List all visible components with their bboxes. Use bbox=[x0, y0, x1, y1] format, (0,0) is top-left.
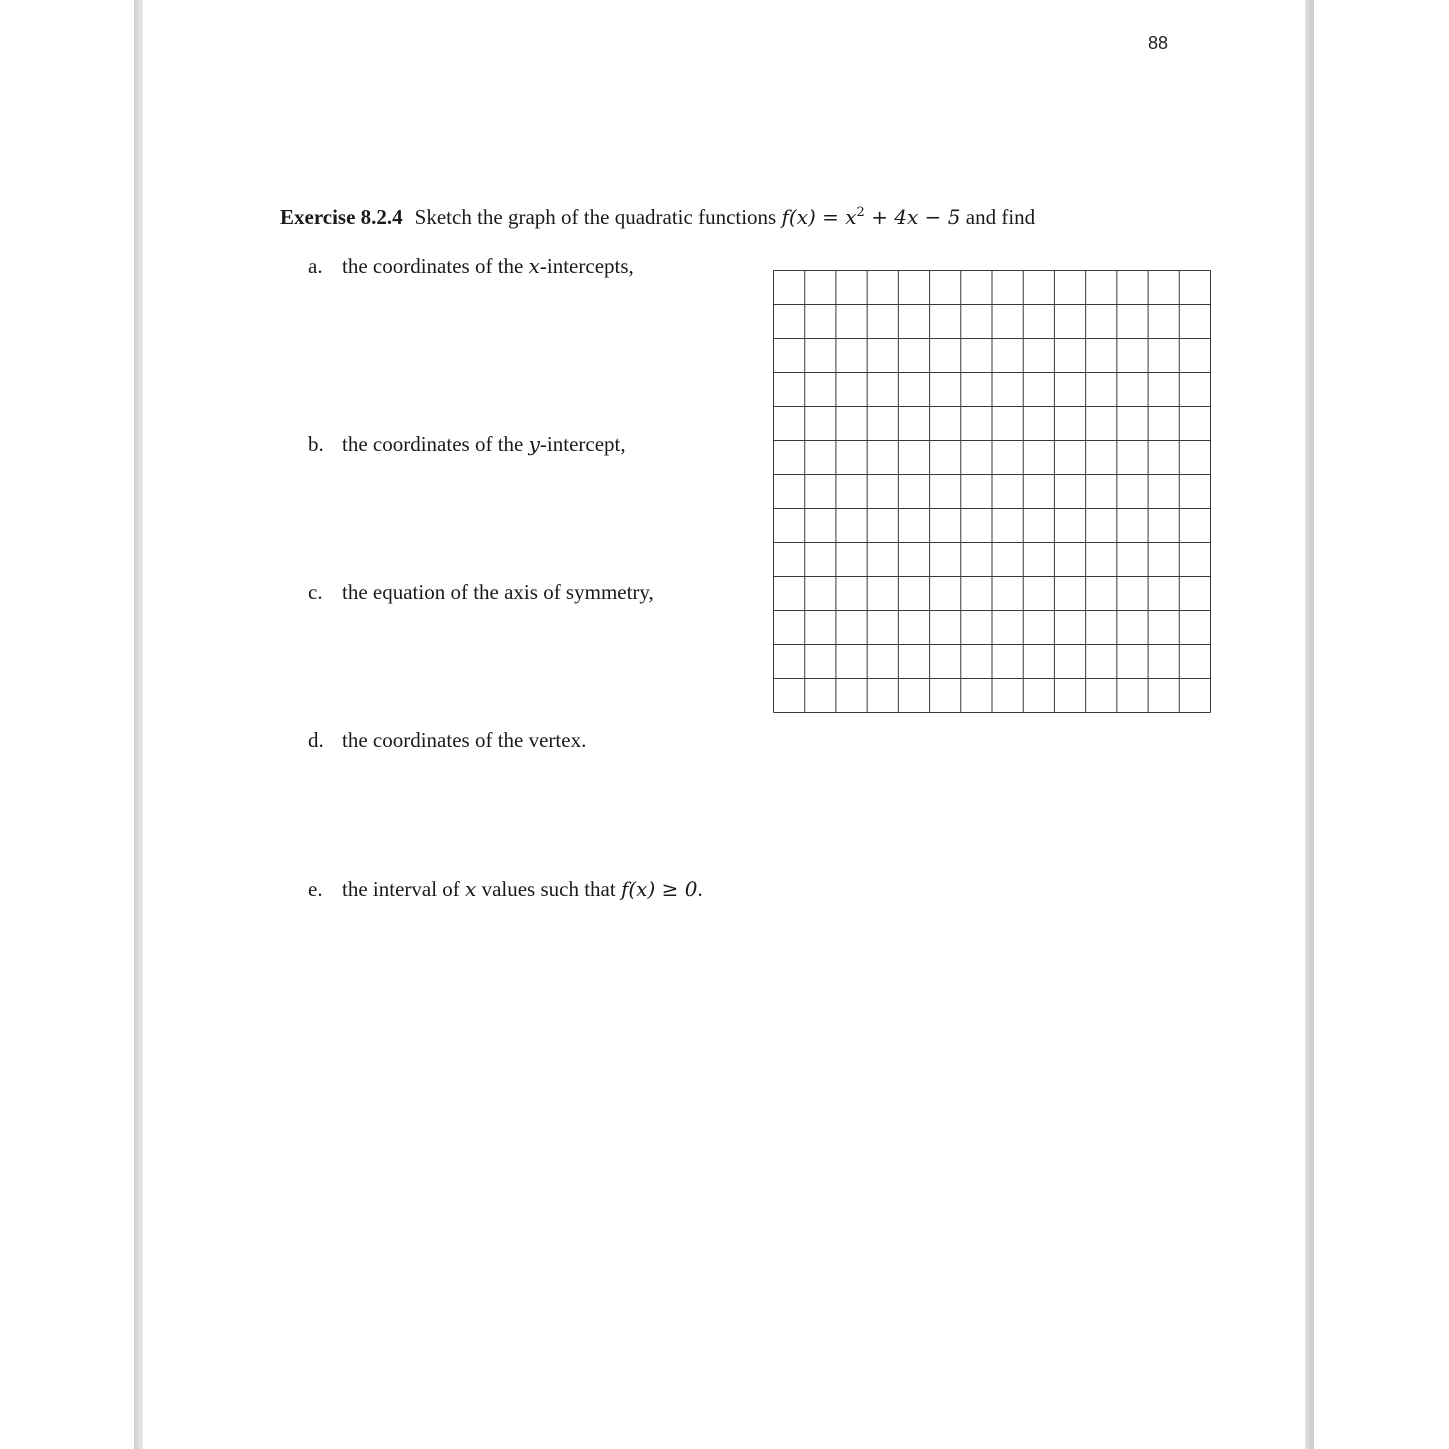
item-text: the interval of bbox=[342, 877, 460, 901]
item-e bbox=[308, 877, 703, 902]
function-rest: + 4x − 5 bbox=[871, 205, 961, 229]
item-text: the coordinates of the bbox=[342, 432, 524, 456]
exercise-heading bbox=[280, 205, 1035, 230]
function-definition bbox=[781, 205, 960, 229]
item-text: values such that bbox=[481, 877, 616, 901]
item-letter: c. bbox=[308, 580, 323, 604]
item-c bbox=[308, 580, 654, 605]
item-letter: d. bbox=[308, 728, 324, 752]
function-exponent: 2 bbox=[856, 205, 865, 220]
item-text: the equation of the axis of symmetry, bbox=[342, 580, 654, 604]
item-text: -intercepts, bbox=[539, 254, 634, 278]
item-variable: x bbox=[528, 254, 540, 278]
item-d bbox=[308, 728, 586, 753]
page-edge-left bbox=[134, 0, 143, 1449]
item-text: . bbox=[697, 877, 703, 901]
graph-grid bbox=[773, 270, 1211, 713]
item-letter: e. bbox=[308, 877, 323, 901]
item-variable: x bbox=[465, 877, 477, 901]
page-number: 88 bbox=[1148, 33, 1169, 53]
item-variable: y bbox=[528, 432, 540, 456]
item-text: -intercept, bbox=[539, 432, 626, 456]
graph-grid-svg bbox=[773, 270, 1211, 713]
page-edge-right bbox=[1305, 0, 1314, 1449]
inequality-expression: f(x) ≥ 0 bbox=[620, 877, 698, 901]
item-letter: b. bbox=[308, 432, 324, 456]
exercise-suffix: and find bbox=[965, 205, 1036, 229]
item-a bbox=[308, 254, 634, 279]
item-text: the coordinates of the vertex. bbox=[342, 728, 587, 752]
item-letter: a. bbox=[308, 254, 323, 278]
item-text: the coordinates of the bbox=[342, 254, 524, 278]
function-x: x bbox=[845, 205, 857, 229]
item-b bbox=[308, 432, 626, 457]
exercise-intro: Sketch the graph of the quadratic functions bbox=[414, 205, 777, 229]
equals-sign: = bbox=[822, 205, 839, 229]
exercise-label: Exercise 8.2.4 bbox=[280, 205, 403, 229]
function-lhs: f(x) bbox=[781, 205, 816, 229]
